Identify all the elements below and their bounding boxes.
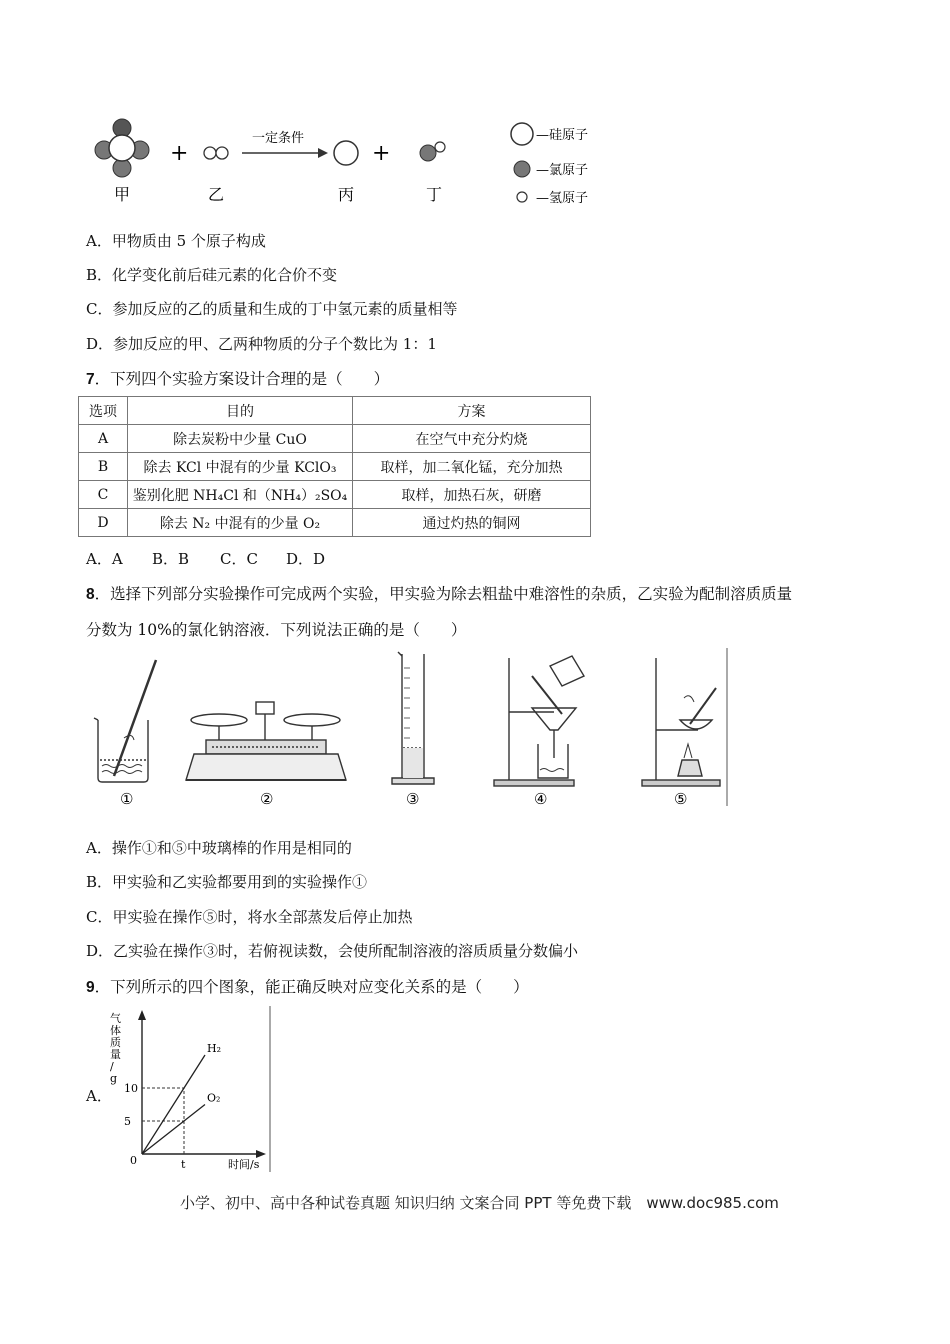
table-cell: 取样，加热石灰，研磨 (353, 481, 591, 509)
table-header-purpose: 目的 (128, 397, 353, 425)
q8-option-c: C．甲实验在操作⑤时，将水全部蒸发后停止加热 (86, 908, 413, 926)
q9-stem (86, 975, 529, 997)
table-cell: B (79, 453, 128, 481)
q7-table (78, 396, 591, 537)
legend-cl-icon (514, 161, 530, 177)
op1-dissolving (94, 660, 156, 782)
plus-sign-2: + (372, 141, 391, 166)
table-cell: 在空气中充分灼烧 (353, 425, 591, 453)
table-row (79, 509, 591, 537)
q8-stem-line1 (86, 582, 792, 604)
q7-answer-a: A．A (86, 550, 123, 568)
table-header-option: 选项 (79, 397, 128, 425)
op3-label: ③ (406, 790, 420, 808)
y-axis-label-char: 体 (110, 1024, 121, 1037)
y-axis-label-char: 量 (110, 1048, 121, 1061)
y-tick-label: 10 (124, 1082, 138, 1095)
table-cell: C (79, 481, 128, 509)
q7-answer-options (86, 548, 325, 569)
q7-stem (86, 367, 389, 389)
plus-sign-1: + (170, 141, 189, 166)
lab-operations-figure (84, 648, 730, 808)
label-ding: 丁 (426, 185, 443, 204)
op5-label: ⑤ (674, 790, 688, 808)
q7-answer-b: B．B (152, 550, 190, 568)
q8-option-d: D．乙实验在操作③时，若俯视读数，会使所配制溶液的溶质质量分数偏小 (86, 942, 579, 960)
q8-stem-text: ．选择下列部分实验操作可完成两个实验，甲实验为除去粗盐中难溶性的杂质，乙实验为配制溶质质量 (94, 585, 793, 603)
q7-answer-d: D．D (286, 550, 326, 568)
op5-evaporation (642, 658, 720, 786)
q9-option-a-label: A． (86, 1087, 112, 1105)
table-row (79, 481, 591, 509)
table-cell: 取样，加二氧化锰，充分加热 (353, 453, 591, 481)
table-header-row (79, 397, 591, 425)
x-tick-label: t (181, 1158, 186, 1171)
y-axis-label-char: g (110, 1072, 118, 1085)
op2-balance (186, 702, 346, 780)
molecule-bing (334, 141, 358, 165)
y-axis-label-char: / (110, 1060, 114, 1073)
table-cell: D (79, 509, 128, 537)
series-line-o2 (142, 1105, 205, 1155)
table-header-plan: 方案 (353, 397, 591, 425)
page-footer: 小学、初中、高中各种试卷真题 知识归纳 文案合同 PPT 等免费下载 www.doc985.com (180, 1194, 779, 1212)
table-cell: 通过灼热的铜网 (353, 509, 591, 537)
q6-option-c: C．参加反应的乙的质量和生成的丁中氢元素的质量相等 (86, 300, 458, 318)
label-jia: 甲 (114, 185, 131, 204)
series-label: H₂ (207, 1042, 222, 1055)
table-cell: 除去 KCl 中混有的少量 KClO₃ (128, 453, 353, 481)
table-row (79, 425, 591, 453)
op1-label: ① (120, 790, 134, 808)
series-line-h2 (142, 1055, 205, 1154)
q8-option-b: B．甲实验和乙实验都要用到的实验操作① (86, 873, 368, 891)
legend (511, 123, 588, 206)
op2-label: ② (260, 790, 274, 808)
origin-tick-label: 0 (130, 1154, 137, 1167)
table-cell: 除去 N₂ 中混有的少量 O₂ (128, 509, 353, 537)
op3-measuring-cylinder (392, 652, 434, 784)
series-label: O₂ (207, 1091, 221, 1105)
reaction-diagram (82, 110, 642, 210)
op4-label: ④ (534, 790, 548, 808)
label-yi: 乙 (208, 185, 225, 204)
q6-option-b: B．化学变化前后硅元素的化合价不变 (86, 266, 338, 284)
x-axis-label: 时间/s (228, 1158, 260, 1171)
legend-si-icon (511, 123, 533, 145)
molecule-ding (420, 142, 445, 161)
legend-h-text: —氢原子 (536, 191, 589, 206)
table-cell: A (79, 425, 128, 453)
q9-stem-text: ．下列所示的四个图象，能正确反映对应变化关系的是（ ） (94, 978, 529, 996)
legend-si-text: —硅原子 (536, 128, 589, 143)
y-tick-label: 5 (124, 1115, 131, 1128)
condition-label: 一定条件 (252, 131, 305, 146)
legend-cl-text: —氯原子 (536, 163, 589, 178)
q6-option-a: A．甲物质由 5 个原子构成 (86, 232, 266, 250)
q6-option-d: D．参加反应的甲、乙两种物质的分子个数比为 1：1 (86, 335, 437, 353)
q7-number: 7 (86, 371, 95, 388)
y-axis-label (110, 1011, 121, 1085)
molecule-yi (204, 147, 228, 159)
y-axis-label-char: 质 (110, 1036, 121, 1049)
legend-h-icon (517, 192, 527, 202)
table-row (79, 453, 591, 481)
op4-filtration (494, 656, 584, 786)
y-axis-label-char: 气 (110, 1012, 121, 1025)
reaction-arrow (242, 131, 328, 158)
table-cell: 除去炭粉中少量 CuO (128, 425, 353, 453)
q8-option-a: A．操作①和⑤中玻璃棒的作用是相同的 (86, 839, 352, 857)
q7-stem-text: ．下列四个实验方案设计合理的是（ ） (94, 370, 390, 388)
q7-answer-c: C．C (220, 550, 258, 568)
table-cell: 鉴别化肥 NH₄Cl 和（NH₄）₂SO₄ (128, 481, 353, 509)
label-bing: 丙 (338, 185, 355, 204)
q9-number: 9 (86, 979, 95, 996)
q8-stem-line2: 分数为 10%的氯化钠溶液．下列说法正确的是（ ） (86, 621, 467, 639)
q9-chart (110, 1006, 275, 1172)
molecule-jia (95, 119, 149, 177)
q8-number: 8 (86, 586, 95, 603)
